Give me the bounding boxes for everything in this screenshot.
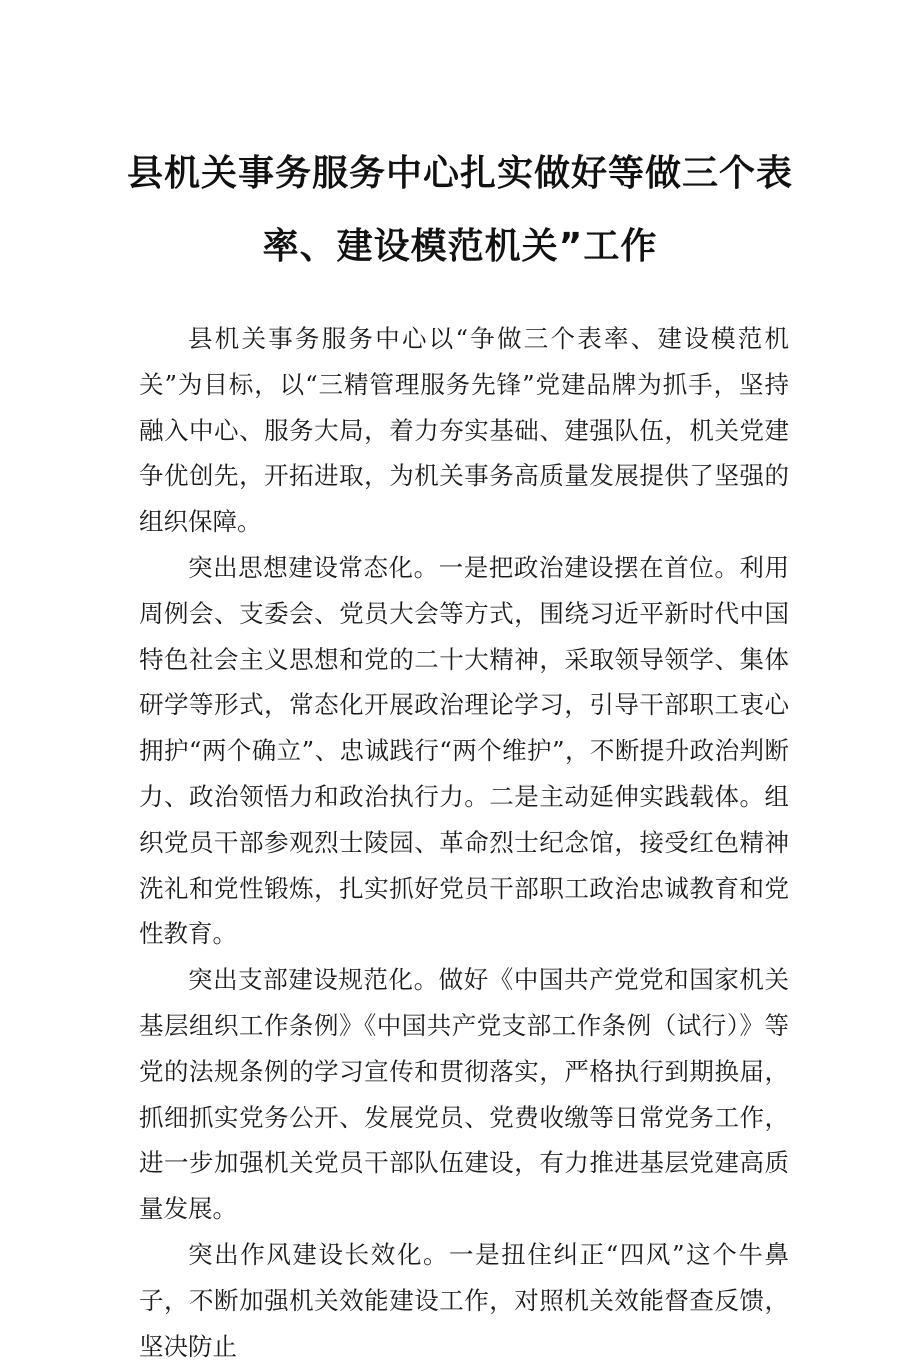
paragraph-work-style: 突出作风建设长效化。一是扭住纠正“四风”这个牛鼻子，不断加强机关效能建设工作，对照机关效能督查反馈，坚决防止 xyxy=(139,1239,789,1361)
paragraph-intro: 县机关事务服务中心以“争做三个表率、建设模范机关”为目标，以“三精管理服务先锋”党建品牌为抓手，坚持融入中心、服务大局，着力夯实基础、建强队伍，机关党建争优创先，开拓进取，为机关事务高质量发展提供了坚强的组织保障。 xyxy=(139,324,789,537)
paragraph-branch-building: 突出支部建设规范化。做好《中国共产党党和国家机关基层组织工作条例》《中国共产党支部工作条例（试行）》等党的法规条例的学习宣传和贯彻落实，严格执行到期换届，抓细抓实党务公开、发展党员、党费收缴等日常党务工作，进一步加强机关党员干部队伍建设，有力推进基层党建高质量发展。 xyxy=(139,965,789,1224)
document-title-line-2: 率、建设模范机关”工作 xyxy=(262,226,658,267)
document-title-line-1: 县机关事务服务中心扎实做好等做三个表 xyxy=(126,153,793,194)
paragraph-ideological-building: 突出思想建设常态化。一是把政治建设摆在首位。利用周例会、支委会、党员大会等方式，围绕习近平新时代中国特色社会主义思想和党的二十大精神，采取领导领学、集体研学等形式，常态化开展政治理论学习，引导干部职工衷心拥护“两个确立”、忠诚践行“两个维护”，不断提升政治判断力、政治领悟力和政治执行力。二是主动延伸实践载体。组织党员干部参观烈士陵园、革命烈士纪念馆，接受红色精神洗礼和党性锻炼，扎实抓好党员干部职工政治忠诚教育和党性教育。 xyxy=(139,552,789,949)
document-body xyxy=(139,316,789,1369)
